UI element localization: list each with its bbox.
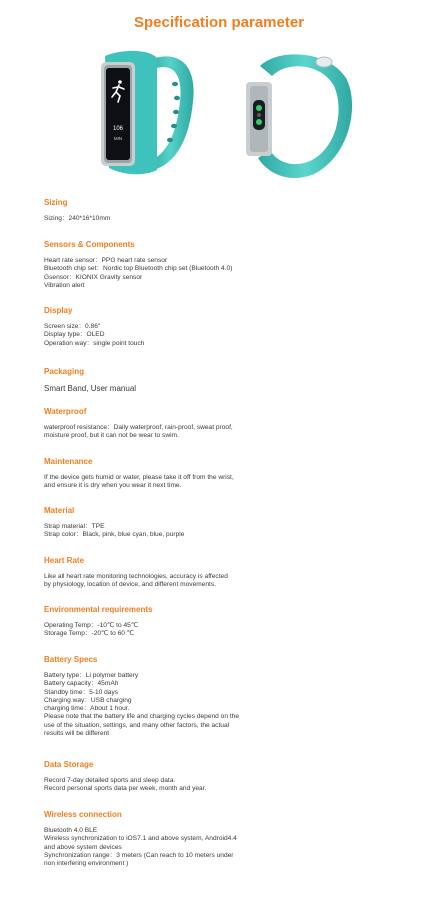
spec-line: Record personal sports data per week, month and year. xyxy=(44,785,207,793)
section-heading: Sensors & Components xyxy=(44,240,135,249)
spec-line: use of the situation, settings, and many other factors, the actual xyxy=(44,721,230,729)
section-heart-rate xyxy=(44,554,404,603)
band-back-image xyxy=(238,46,356,181)
spec-line: waterproof resistance：Daily waterproof, rain-proof, sweat proof, xyxy=(44,424,233,431)
spec-line: Strap color：Black, pink, blue cyan, blue, purple xyxy=(44,531,185,539)
section-data-storage xyxy=(44,758,404,808)
spec-line: by physiology, location of device, and different movements. xyxy=(44,581,217,589)
section-heading: Display xyxy=(44,306,73,315)
spec-line: and above system devices xyxy=(44,843,122,851)
spec-line: Please note that the battery life and charging cycles depend on the xyxy=(44,713,240,721)
spec-line: Storage Temp：-20℃ to 60 ℃ xyxy=(44,630,135,638)
spec-line: Battery type：Li polymer battery xyxy=(44,672,139,679)
spec-line: Screen size：0.86" xyxy=(44,323,101,330)
section-waterproof xyxy=(44,405,404,455)
spec-line: Synchronization range：3 meters (Can reach to 10 meters under xyxy=(44,851,234,859)
spec-list xyxy=(44,196,404,878)
section-heading: Wireless connection xyxy=(44,810,122,819)
section-packaging xyxy=(44,365,404,405)
section-battery xyxy=(44,653,404,758)
spec-line: Standby time：5-10 days xyxy=(44,688,119,696)
spec-line: Record 7-day detailed sports and sleep data. xyxy=(44,777,176,784)
section-wireless xyxy=(44,808,404,878)
section-heading: Material xyxy=(44,506,75,515)
section-heading: Sizing xyxy=(44,198,68,207)
section-material xyxy=(44,504,404,554)
page-title: Specification parameter xyxy=(133,14,305,31)
spec-line: Vibration alert xyxy=(44,281,85,289)
spec-line: Like all heart rate monitoring technologies, accuracy is affected xyxy=(44,573,228,580)
sensor-led-green xyxy=(256,119,262,125)
section-environmental xyxy=(44,603,404,653)
spec-line: Strap material：TPE xyxy=(44,523,105,530)
section-heading: Packaging xyxy=(44,367,85,376)
spec-line: results will be different xyxy=(44,730,110,738)
spec-line: Display type：OLED xyxy=(44,331,105,339)
spec-line: moisture proof, but it can not be wear to swim. xyxy=(44,432,179,440)
spec-line: Gsensor：KIONIX Gravity sensor xyxy=(44,273,143,281)
spec-line: Charging way：USB charging xyxy=(44,696,132,704)
spec-line: Sizing：240*16*10mm xyxy=(44,215,111,222)
section-sensors xyxy=(44,238,404,304)
spec-line: If the device gets humid or water, please take it off from the wrist, xyxy=(44,474,234,481)
section-heading: Maintenance xyxy=(44,457,93,466)
spec-line: and ensure it is dry when you wear it next time. xyxy=(44,482,182,490)
section-display xyxy=(44,304,404,365)
section-sizing xyxy=(44,196,404,238)
spec-line: Operation way：single point touch xyxy=(44,339,145,347)
tracker-screen xyxy=(106,68,130,160)
section-heading: Data Storage xyxy=(44,760,94,769)
spec-line: Wireless synchronization to iOS7.1 and above system, Android4.4 xyxy=(44,835,237,843)
section-heading: Waterproof xyxy=(44,407,87,416)
spec-line: Heart rate sensor：PPG heart rate sensor xyxy=(44,257,168,264)
spec-line: Smart Band, User manual xyxy=(44,384,137,393)
spec-line: Bluetooth chip set：Nordic top Bluetooth chip set (Bluetooth 4.0) xyxy=(44,265,233,273)
spec-line: Operating Temp：-10℃ to 45℃ xyxy=(44,622,139,629)
sensor-led-green xyxy=(256,105,262,111)
section-heading: Environmental requirements xyxy=(44,605,153,614)
section-heading: Battery Specs xyxy=(44,655,98,664)
strap-loop xyxy=(258,54,352,178)
section-maintenance xyxy=(44,455,404,504)
unit-readout: MIN xyxy=(113,136,123,141)
spec-line: Bluetooth 4.0 BLE xyxy=(44,827,98,834)
section-heading: Heart Rate xyxy=(44,556,85,565)
band-front-image xyxy=(95,46,205,181)
steps-readout: 106 xyxy=(112,126,124,132)
spec-line: non interfering environment ) xyxy=(44,860,129,868)
buckle-pin xyxy=(316,57,332,67)
spec-line: Battery capacity：45mAh xyxy=(44,680,119,688)
spec-line: charging time：About 1 hour. xyxy=(44,705,130,713)
